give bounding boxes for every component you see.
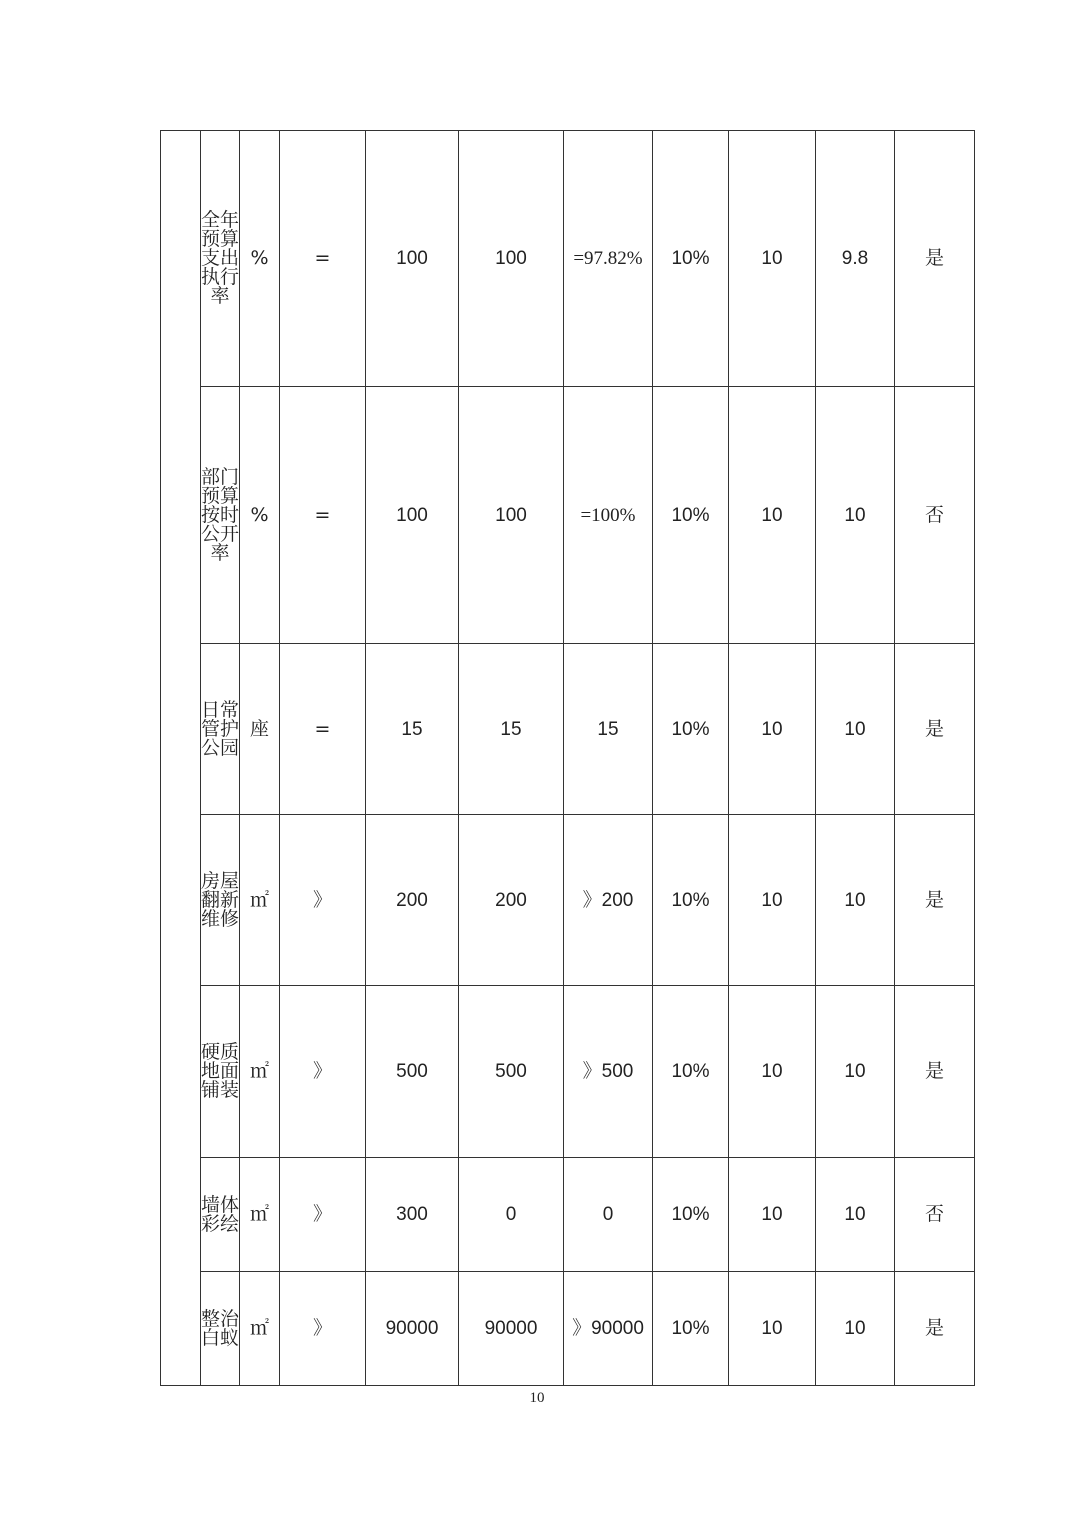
indicator-name-cell xyxy=(201,815,240,986)
score-max-cell: 10 xyxy=(729,815,816,986)
score-cell: 10 xyxy=(816,644,895,815)
merged-category-cell xyxy=(161,131,201,1386)
indicator-name: 部门预算按时公开率 xyxy=(201,465,240,564)
indicator-name: 全年预算支出执行率 xyxy=(201,209,240,307)
indicator-name: 日常管护公园 xyxy=(201,698,240,759)
operator-cell: 》 xyxy=(280,815,366,986)
annual-target-cell: 15 xyxy=(366,644,459,815)
weight-cell: 10% xyxy=(653,131,729,387)
score-max-cell: 10 xyxy=(729,644,816,815)
indicator-name: 房屋翻新维修 xyxy=(201,869,240,930)
flag-cell: 是 xyxy=(895,131,975,387)
completion-cell: =100% xyxy=(564,387,653,644)
unit-cell: 座 xyxy=(240,644,280,815)
operator-cell: = xyxy=(280,387,366,644)
table-row xyxy=(161,815,975,986)
actual-value-cell: 200 xyxy=(459,815,564,986)
indicator-name-cell xyxy=(201,131,240,387)
completion-cell: 》90000 xyxy=(564,1272,653,1386)
indicator-name: 墙体彩绘 xyxy=(201,1193,240,1235)
indicator-name-cell xyxy=(201,1272,240,1386)
annual-target-cell: 90000 xyxy=(366,1272,459,1386)
flag-cell: 是 xyxy=(895,815,975,986)
score-cell: 9.8 xyxy=(816,131,895,387)
indicator-name-cell xyxy=(201,986,240,1158)
unit-cell: ㎡ xyxy=(240,986,280,1158)
completion-cell: =97.82% xyxy=(564,131,653,387)
annual-target-cell: 100 xyxy=(366,387,459,644)
table-body xyxy=(161,131,975,1386)
score-max-cell: 10 xyxy=(729,986,816,1158)
indicator-name-cell xyxy=(201,387,240,644)
flag-cell: 是 xyxy=(895,986,975,1158)
weight-cell: 10% xyxy=(653,387,729,644)
weight-cell: 10% xyxy=(653,1272,729,1386)
unit-cell: % xyxy=(240,131,280,387)
score-max-cell: 10 xyxy=(729,387,816,644)
score-cell: 10 xyxy=(816,986,895,1158)
completion-cell: 》200 xyxy=(564,815,653,986)
flag-cell: 是 xyxy=(895,1272,975,1386)
actual-value-cell: 100 xyxy=(459,131,564,387)
score-cell: 10 xyxy=(816,815,895,986)
operator-cell: = xyxy=(280,644,366,815)
operator-cell: 》 xyxy=(280,986,366,1158)
flag-cell: 否 xyxy=(895,1158,975,1272)
score-cell: 10 xyxy=(816,1272,895,1386)
actual-value-cell: 0 xyxy=(459,1158,564,1272)
table-row xyxy=(161,986,975,1158)
indicator-name-cell xyxy=(201,1158,240,1272)
completion-cell: 》500 xyxy=(564,986,653,1158)
table-row xyxy=(161,131,975,387)
table-row xyxy=(161,387,975,644)
completion-cell: 0 xyxy=(564,1158,653,1272)
score-max-cell: 10 xyxy=(729,131,816,387)
table-row xyxy=(161,644,975,815)
annual-target-cell: 300 xyxy=(366,1158,459,1272)
performance-indicator-table xyxy=(160,130,975,1386)
flag-cell: 否 xyxy=(895,387,975,644)
operator-cell: 》 xyxy=(280,1158,366,1272)
indicator-name: 硬质地面铺装 xyxy=(201,1041,240,1101)
annual-target-cell: 100 xyxy=(366,131,459,387)
page-number: 10 xyxy=(529,1390,545,1406)
annual-target-cell: 500 xyxy=(366,986,459,1158)
operator-cell: 》 xyxy=(280,1272,366,1386)
weight-cell: 10% xyxy=(653,815,729,986)
unit-cell: ㎡ xyxy=(240,1272,280,1386)
actual-value-cell: 500 xyxy=(459,986,564,1158)
weight-cell: 10% xyxy=(653,1158,729,1272)
flag-cell: 是 xyxy=(895,644,975,815)
table-row xyxy=(161,1272,975,1386)
actual-value-cell: 100 xyxy=(459,387,564,644)
unit-cell: ㎡ xyxy=(240,1158,280,1272)
score-max-cell: 10 xyxy=(729,1272,816,1386)
score-cell: 10 xyxy=(816,387,895,644)
actual-value-cell: 15 xyxy=(459,644,564,815)
unit-cell: ㎡ xyxy=(240,815,280,986)
actual-value-cell: 90000 xyxy=(459,1272,564,1386)
indicator-name-cell xyxy=(201,644,240,815)
score-max-cell: 10 xyxy=(729,1158,816,1272)
indicator-name: 整治白蚁 xyxy=(201,1307,240,1349)
score-cell: 10 xyxy=(816,1158,895,1272)
weight-cell: 10% xyxy=(653,986,729,1158)
unit-cell: % xyxy=(240,387,280,644)
operator-cell: = xyxy=(280,131,366,387)
table-row xyxy=(161,1158,975,1272)
weight-cell: 10% xyxy=(653,644,729,815)
completion-cell: 15 xyxy=(564,644,653,815)
annual-target-cell: 200 xyxy=(366,815,459,986)
